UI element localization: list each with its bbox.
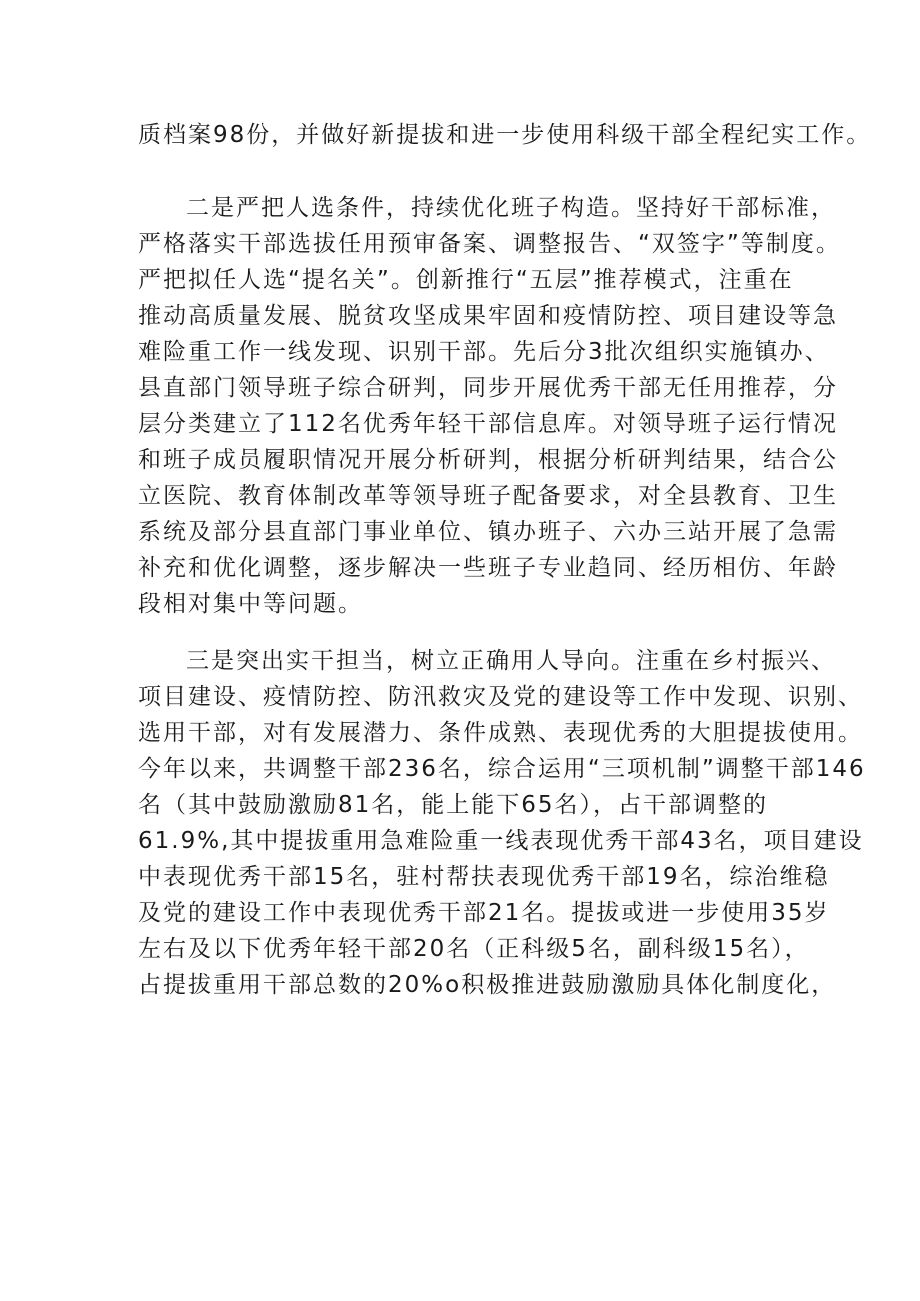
paragraph-line: 名（其中鼓励激励81名，能上能下65名），占干部调整的 — [138, 792, 769, 818]
paragraph-line: 难险重工作一线发现、识别干部。先后分3批次组织实施镇办、 — [138, 339, 830, 365]
paragraph-line: 左右及以下优秀年轻干部20名（正科级5名，副科级15名）， — [138, 936, 810, 962]
paragraph-line: 严格落实干部选拔任用预审备案、调整报告、“双签字”等制度。 — [138, 231, 841, 257]
paragraph-line: 质档案98份，并做好新提拔和进一步使用科级干部全程纪实工作。 — [138, 122, 872, 148]
paragraph-line: 及党的建设工作中表现优秀干部21名。提拔或进一步使用35岁 — [138, 900, 830, 926]
paragraph-line: 段相对集中等问题。 — [138, 591, 363, 617]
paragraph-line: 中表现优秀干部15名，驻村帮扶表现优秀干部19名，综治维稳 — [138, 864, 830, 890]
paragraph-line: 今年以来，共调整干部236名，综合运用“三项机制”调整干部146 — [138, 756, 866, 782]
paragraph-line: 三是突出实干担当，树立正确用人导向。注重在乡村振兴、 — [186, 648, 836, 674]
paragraph-line: 二是严把人选条件，持续优化班子构造。坚持好干部标准， — [186, 195, 836, 221]
paragraph-line: 选用干部，对有发展潜力、条件成熟、表现优秀的大胆提拔使用。 — [138, 720, 863, 746]
paragraph-line: 层分类建立了112名优秀年轻干部信息库。对领导班子运行情况 — [138, 411, 838, 437]
paragraph-line: 项目建设、疫情防控、防汛救灾及党的建设等工作中发现、识别、 — [138, 684, 863, 710]
paragraph-line: 推动高质量发展、脱贫攻坚成果牢固和疫情防控、项目建设等急 — [138, 303, 838, 329]
paragraph-line: 补充和优化调整，逐步解决一些班子专业趋同、经历相仿、年龄 — [138, 555, 838, 581]
paragraph-line: 和班子成员履职情况开展分析研判，根据分析研判结果，结合公 — [138, 447, 838, 473]
paragraph-line: 系统及部分县直部门事业单位、镇办班子、六办三站开展了急需 — [138, 519, 838, 545]
paragraph-line: 县直部门领导班子综合研判，同步开展优秀干部无任用推荐，分 — [138, 375, 838, 401]
paragraph-line: 严把拟任人选“提名关”。创新推行“五层”推荐模式，注重在 — [138, 267, 794, 293]
paragraph-line: 占提拔重用干部总数的20%o积极推进鼓励激励具体化制度化， — [138, 972, 837, 998]
paragraph-line: 61.9%,其中提拔重用急难险重一线表现优秀干部43名，项目建设 — [138, 828, 864, 854]
paragraph-line: 立医院、教育体制改革等领导班子配备要求，对全县教育、卫生 — [138, 483, 838, 509]
